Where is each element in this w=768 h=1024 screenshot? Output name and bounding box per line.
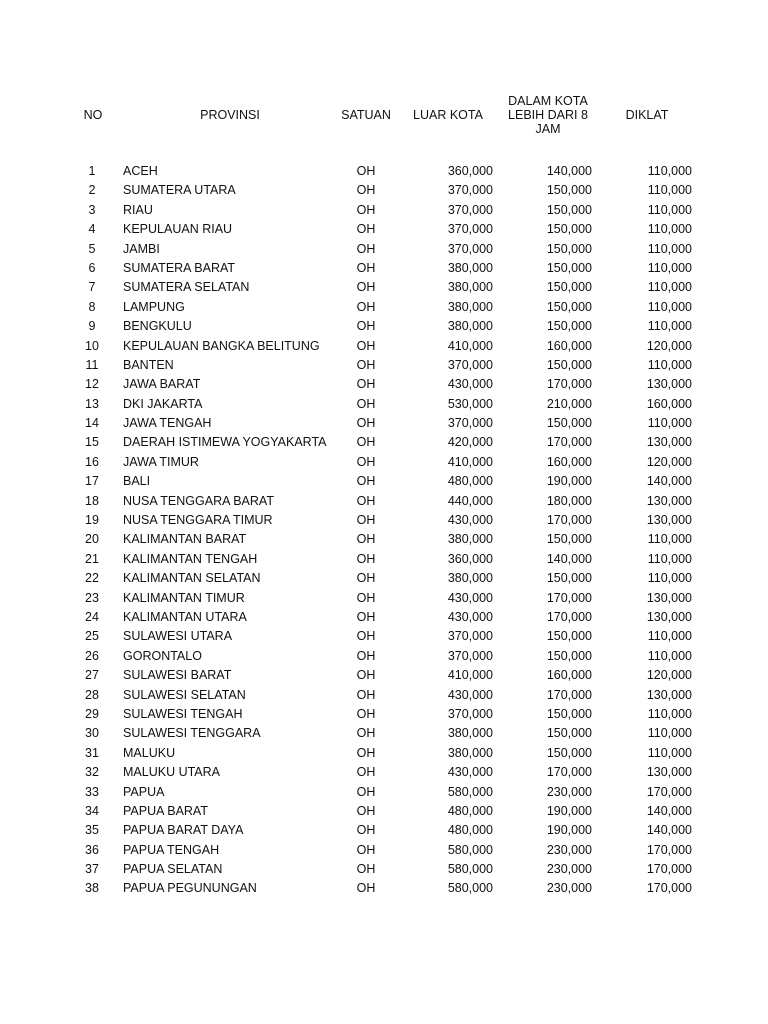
cell-diklat: 110,000 xyxy=(647,551,692,566)
cell-diklat: 130,000 xyxy=(646,493,692,508)
table-row xyxy=(0,530,768,549)
cell-no: 30 xyxy=(85,726,99,741)
cell-satuan: OH xyxy=(356,745,376,760)
cell-luar-kota: 370,000 xyxy=(447,648,493,663)
cell-dalam-kota: 150,000 xyxy=(546,745,592,760)
cell-provinsi: SULAWESI TENGAH xyxy=(123,706,243,721)
cell-provinsi: PAPUA PEGUNUNGAN xyxy=(123,881,257,896)
cell-dalam-kota: 170,000 xyxy=(546,590,592,605)
cell-provinsi: PAPUA BARAT xyxy=(123,803,208,818)
cell-satuan: OH xyxy=(356,202,376,217)
cell-no: 24 xyxy=(85,609,99,624)
table-row xyxy=(0,744,768,763)
table-row xyxy=(0,337,768,356)
header-provinsi xyxy=(180,92,280,138)
cell-no: 32 xyxy=(85,765,99,780)
cell-luar-kota: 420,000 xyxy=(447,435,493,450)
cell-provinsi: KALIMANTAN TIMUR xyxy=(123,590,245,605)
header-no-label: NO xyxy=(83,108,103,122)
cell-no: 23 xyxy=(85,590,99,605)
cell-satuan: OH xyxy=(356,590,376,605)
cell-provinsi: JAWA TENGAH xyxy=(123,416,212,431)
cell-diklat: 110,000 xyxy=(647,532,692,547)
cell-no: 7 xyxy=(88,280,96,295)
table-row xyxy=(0,240,768,259)
cell-dalam-kota: 150,000 xyxy=(546,648,592,663)
cell-no: 6 xyxy=(88,260,96,275)
table-row xyxy=(0,783,768,802)
cell-provinsi: BANTEN xyxy=(123,357,174,372)
cell-satuan: OH xyxy=(356,319,376,334)
cell-diklat: 130,000 xyxy=(646,765,692,780)
cell-luar-kota: 380,000 xyxy=(447,726,493,741)
cell-diklat: 110,000 xyxy=(647,280,692,295)
cell-luar-kota: 370,000 xyxy=(447,183,493,198)
cell-satuan: OH xyxy=(356,454,376,469)
cell-satuan: OH xyxy=(356,668,376,683)
cell-diklat: 110,000 xyxy=(647,571,692,586)
cell-dalam-kota: 150,000 xyxy=(546,202,592,217)
cell-dalam-kota: 150,000 xyxy=(546,299,592,314)
cell-satuan: OH xyxy=(356,513,376,528)
cell-dalam-kota: 170,000 xyxy=(546,609,592,624)
table-row xyxy=(0,278,768,297)
header-dalam-kota xyxy=(500,92,596,138)
cell-satuan: OH xyxy=(356,551,376,566)
cell-satuan: OH xyxy=(356,493,376,508)
cell-satuan: OH xyxy=(356,706,376,721)
cell-provinsi: SUMATERA UTARA xyxy=(123,183,236,198)
table-row xyxy=(0,201,768,220)
cell-luar-kota: 580,000 xyxy=(447,881,493,896)
table-row xyxy=(0,802,768,821)
cell-dalam-kota: 160,000 xyxy=(546,454,592,469)
cell-diklat: 110,000 xyxy=(647,726,692,741)
cell-luar-kota: 380,000 xyxy=(447,260,493,275)
cell-luar-kota: 370,000 xyxy=(447,241,493,256)
cell-satuan: OH xyxy=(356,687,376,702)
cell-diklat: 140,000 xyxy=(646,474,692,489)
cell-luar-kota: 440,000 xyxy=(447,493,493,508)
cell-dalam-kota: 230,000 xyxy=(546,862,592,877)
header-no xyxy=(78,92,108,138)
cell-diklat: 130,000 xyxy=(646,513,692,528)
cell-diklat: 170,000 xyxy=(646,881,692,896)
cell-dalam-kota: 150,000 xyxy=(546,222,592,237)
table-row xyxy=(0,879,768,898)
cell-provinsi: PAPUA SELATAN xyxy=(123,862,223,877)
cell-diklat: 110,000 xyxy=(647,222,692,237)
cell-satuan: OH xyxy=(356,571,376,586)
cell-dalam-kota: 150,000 xyxy=(546,241,592,256)
cell-satuan: OH xyxy=(356,648,376,663)
cell-luar-kota: 410,000 xyxy=(447,454,493,469)
table-body xyxy=(0,162,768,899)
cell-diklat: 170,000 xyxy=(646,862,692,877)
table-row xyxy=(0,181,768,200)
cell-dalam-kota: 160,000 xyxy=(546,668,592,683)
table-row xyxy=(0,356,768,375)
cell-no: 37 xyxy=(85,862,99,877)
cell-dalam-kota: 170,000 xyxy=(546,513,592,528)
cell-dalam-kota: 150,000 xyxy=(546,629,592,644)
cell-dalam-kota: 170,000 xyxy=(546,377,592,392)
table-row xyxy=(0,550,768,569)
cell-satuan: OH xyxy=(356,222,376,237)
table-row xyxy=(0,298,768,317)
cell-dalam-kota: 150,000 xyxy=(546,416,592,431)
cell-satuan: OH xyxy=(356,260,376,275)
cell-provinsi: KALIMANTAN UTARA xyxy=(123,609,247,624)
cell-no: 26 xyxy=(85,648,99,663)
cell-provinsi: NUSA TENGGARA BARAT xyxy=(123,493,274,508)
header-diklat xyxy=(612,92,682,138)
table-row xyxy=(0,608,768,627)
header-luar-kota xyxy=(408,92,488,138)
cell-diklat: 110,000 xyxy=(647,416,692,431)
cell-provinsi: SULAWESI BARAT xyxy=(123,668,232,683)
cell-satuan: OH xyxy=(356,164,376,178)
cell-satuan: OH xyxy=(356,862,376,877)
cell-satuan: OH xyxy=(356,609,376,624)
cell-satuan: OH xyxy=(356,241,376,256)
cell-luar-kota: 530,000 xyxy=(447,396,493,411)
cell-dalam-kota: 190,000 xyxy=(546,474,592,489)
cell-dalam-kota: 230,000 xyxy=(546,881,592,896)
cell-luar-kota: 380,000 xyxy=(447,319,493,334)
cell-luar-kota: 380,000 xyxy=(447,299,493,314)
cell-dalam-kota: 160,000 xyxy=(546,338,592,353)
cell-diklat: 110,000 xyxy=(647,164,692,178)
cell-no: 19 xyxy=(85,513,99,528)
cell-luar-kota: 360,000 xyxy=(447,164,493,178)
table-row xyxy=(0,472,768,491)
cell-diklat: 170,000 xyxy=(646,842,692,857)
cell-dalam-kota: 150,000 xyxy=(546,183,592,198)
cell-provinsi: PAPUA TENGAH xyxy=(123,842,220,857)
cell-dalam-kota: 150,000 xyxy=(546,357,592,372)
cell-diklat: 130,000 xyxy=(646,687,692,702)
cell-dalam-kota: 150,000 xyxy=(546,726,592,741)
cell-dalam-kota: 150,000 xyxy=(546,532,592,547)
cell-no: 36 xyxy=(85,842,99,857)
header-luar-kota-label: LUAR KOTA xyxy=(413,108,483,122)
table-row xyxy=(0,705,768,724)
cell-no: 22 xyxy=(85,571,99,586)
cell-satuan: OH xyxy=(356,357,376,372)
cell-no: 1 xyxy=(88,164,96,178)
cell-provinsi: SUMATERA BARAT xyxy=(123,260,236,275)
cell-provinsi: BENGKULU xyxy=(123,319,192,334)
cell-satuan: OH xyxy=(356,842,376,857)
cell-provinsi: ACEH xyxy=(123,164,158,178)
table-row xyxy=(0,492,768,511)
cell-luar-kota: 370,000 xyxy=(447,416,493,431)
cell-no: 17 xyxy=(85,474,99,489)
cell-satuan: OH xyxy=(356,532,376,547)
cell-provinsi: NUSA TENGGARA TIMUR xyxy=(123,513,273,528)
cell-diklat: 130,000 xyxy=(646,377,692,392)
cell-diklat: 120,000 xyxy=(646,338,692,353)
table-row xyxy=(0,259,768,278)
cell-provinsi: LAMPUNG xyxy=(123,299,185,314)
table-row xyxy=(0,220,768,239)
table-row xyxy=(0,569,768,588)
cell-dalam-kota: 150,000 xyxy=(546,319,592,334)
cell-dalam-kota: 210,000 xyxy=(546,396,592,411)
table-row xyxy=(0,627,768,646)
header-dalam-kota-line-1: DALAM KOTA xyxy=(508,94,588,108)
cell-satuan: OH xyxy=(356,784,376,799)
cell-diklat: 130,000 xyxy=(646,590,692,605)
cell-luar-kota: 430,000 xyxy=(447,609,493,624)
cell-luar-kota: 370,000 xyxy=(447,202,493,217)
cell-satuan: OH xyxy=(356,881,376,896)
cell-provinsi: SULAWESI UTARA xyxy=(123,629,233,644)
cell-provinsi: KEPULAUAN BANGKA BELITUNG xyxy=(123,338,320,353)
cell-no: 5 xyxy=(88,241,96,256)
cell-satuan: OH xyxy=(356,435,376,450)
cell-luar-kota: 580,000 xyxy=(447,842,493,857)
cell-diklat: 110,000 xyxy=(647,241,692,256)
cell-satuan: OH xyxy=(356,183,376,198)
cell-diklat: 140,000 xyxy=(646,823,692,838)
cell-diklat: 130,000 xyxy=(646,609,692,624)
table-row xyxy=(0,414,768,433)
cell-luar-kota: 370,000 xyxy=(447,629,493,644)
cell-luar-kota: 430,000 xyxy=(447,765,493,780)
cell-diklat: 120,000 xyxy=(646,454,692,469)
cell-diklat: 110,000 xyxy=(647,745,692,760)
table-row xyxy=(0,841,768,860)
cell-dalam-kota: 170,000 xyxy=(546,687,592,702)
cell-luar-kota: 580,000 xyxy=(447,862,493,877)
table-row xyxy=(0,763,768,782)
cell-luar-kota: 380,000 xyxy=(447,571,493,586)
cell-no: 21 xyxy=(85,551,99,566)
cell-luar-kota: 480,000 xyxy=(447,474,493,489)
cell-provinsi: JAMBI xyxy=(123,241,160,256)
cell-diklat: 130,000 xyxy=(646,435,692,450)
cell-no: 15 xyxy=(85,435,99,450)
cell-satuan: OH xyxy=(356,299,376,314)
cell-provinsi: JAWA BARAT xyxy=(123,377,201,392)
table-row xyxy=(0,453,768,472)
cell-dalam-kota: 180,000 xyxy=(546,493,592,508)
cell-no: 4 xyxy=(88,222,96,237)
cell-luar-kota: 410,000 xyxy=(447,338,493,353)
cell-satuan: OH xyxy=(356,377,376,392)
cell-diklat: 110,000 xyxy=(647,648,692,663)
cell-no: 10 xyxy=(85,338,99,353)
cell-dalam-kota: 190,000 xyxy=(546,823,592,838)
cell-no: 31 xyxy=(85,745,99,760)
header-dalam-kota-line-3: JAM xyxy=(535,122,561,136)
cell-dalam-kota: 170,000 xyxy=(546,765,592,780)
cell-satuan: OH xyxy=(356,726,376,741)
cell-provinsi: GORONTALO xyxy=(123,648,202,663)
cell-luar-kota: 430,000 xyxy=(447,590,493,605)
cell-diklat: 110,000 xyxy=(647,706,692,721)
cell-satuan: OH xyxy=(356,803,376,818)
cell-dalam-kota: 150,000 xyxy=(546,280,592,295)
cell-diklat: 140,000 xyxy=(646,803,692,818)
table-row xyxy=(0,686,768,705)
cell-provinsi: DKI JAKARTA xyxy=(123,396,203,411)
cell-no: 18 xyxy=(85,493,99,508)
cell-provinsi: JAWA TIMUR xyxy=(123,454,199,469)
cell-diklat: 110,000 xyxy=(647,183,692,198)
cell-luar-kota: 360,000 xyxy=(447,551,493,566)
table-row xyxy=(0,724,768,743)
cell-dalam-kota: 150,000 xyxy=(546,706,592,721)
cell-no: 34 xyxy=(85,803,99,818)
cell-diklat: 170,000 xyxy=(646,784,692,799)
cell-no: 3 xyxy=(88,202,96,217)
cell-provinsi: PAPUA xyxy=(123,784,165,799)
cell-provinsi: MALUKU UTARA xyxy=(123,765,221,780)
cell-luar-kota: 370,000 xyxy=(447,357,493,372)
header-provinsi-label: PROVINSI xyxy=(200,108,260,122)
cell-provinsi: KEPULAUAN RIAU xyxy=(123,222,233,237)
cell-no: 33 xyxy=(85,784,99,799)
cell-no: 12 xyxy=(85,377,99,392)
header-diklat-label: DIKLAT xyxy=(625,108,669,122)
cell-dalam-kota: 140,000 xyxy=(546,164,592,178)
cell-luar-kota: 430,000 xyxy=(447,377,493,392)
header-dalam-kota-line-2: LEBIH DARI 8 xyxy=(508,108,588,122)
table-row xyxy=(0,433,768,452)
table-row xyxy=(0,666,768,685)
cell-satuan: OH xyxy=(356,280,376,295)
cell-no: 11 xyxy=(85,357,99,372)
cell-dalam-kota: 190,000 xyxy=(546,803,592,818)
table-row xyxy=(0,647,768,666)
cell-luar-kota: 430,000 xyxy=(447,687,493,702)
cell-no: 9 xyxy=(88,319,96,334)
cell-satuan: OH xyxy=(356,416,376,431)
cell-dalam-kota: 150,000 xyxy=(546,571,592,586)
cell-no: 20 xyxy=(85,532,99,547)
table-row xyxy=(0,821,768,840)
cell-diklat: 110,000 xyxy=(647,260,692,275)
cell-no: 2 xyxy=(88,183,96,198)
table-row xyxy=(0,511,768,530)
cell-no: 38 xyxy=(85,881,99,896)
cell-satuan: OH xyxy=(356,474,376,489)
cell-luar-kota: 410,000 xyxy=(447,668,493,683)
cell-dalam-kota: 170,000 xyxy=(546,435,592,450)
cell-provinsi: RIAU xyxy=(123,202,153,217)
cell-dalam-kota: 230,000 xyxy=(546,842,592,857)
cell-luar-kota: 370,000 xyxy=(447,706,493,721)
cell-satuan: OH xyxy=(356,629,376,644)
table-row xyxy=(0,589,768,608)
cell-dalam-kota: 150,000 xyxy=(546,260,592,275)
cell-diklat: 110,000 xyxy=(647,629,692,644)
cell-no: 27 xyxy=(85,668,99,683)
table-row xyxy=(0,162,768,181)
cell-no: 16 xyxy=(85,454,99,469)
cell-provinsi: KALIMANTAN TENGAH xyxy=(123,551,258,566)
cell-no: 8 xyxy=(88,299,96,314)
cell-dalam-kota: 140,000 xyxy=(546,551,592,566)
header-satuan xyxy=(335,92,397,138)
cell-luar-kota: 580,000 xyxy=(447,784,493,799)
cell-luar-kota: 380,000 xyxy=(447,532,493,547)
cell-satuan: OH xyxy=(356,396,376,411)
cell-luar-kota: 380,000 xyxy=(447,745,493,760)
header-satuan-label: SATUAN xyxy=(341,108,391,122)
cell-provinsi: SULAWESI SELATAN xyxy=(123,687,246,702)
cell-provinsi: DAERAH ISTIMEWA YOGYAKARTA xyxy=(123,435,327,450)
cell-provinsi: PAPUA BARAT DAYA xyxy=(123,823,244,838)
table-row xyxy=(0,375,768,394)
cell-no: 35 xyxy=(85,823,99,838)
cell-luar-kota: 430,000 xyxy=(447,513,493,528)
table-row xyxy=(0,395,768,414)
cell-diklat: 110,000 xyxy=(647,202,692,217)
cell-luar-kota: 370,000 xyxy=(447,222,493,237)
cell-satuan: OH xyxy=(356,765,376,780)
cell-provinsi: SUMATERA SELATAN xyxy=(123,280,250,295)
cell-luar-kota: 480,000 xyxy=(447,823,493,838)
cell-no: 28 xyxy=(85,687,99,702)
cell-provinsi: MALUKU xyxy=(123,745,176,760)
cell-diklat: 110,000 xyxy=(647,299,692,314)
cell-luar-kota: 480,000 xyxy=(447,803,493,818)
cell-no: 14 xyxy=(85,416,99,431)
cell-no: 13 xyxy=(85,396,99,411)
table-row xyxy=(0,317,768,336)
table-row xyxy=(0,860,768,879)
cell-provinsi: KALIMANTAN SELATAN xyxy=(123,571,261,586)
cell-provinsi: KALIMANTAN BARAT xyxy=(123,532,247,547)
cell-provinsi: SULAWESI TENGGARA xyxy=(123,726,261,741)
cell-satuan: OH xyxy=(356,338,376,353)
cell-dalam-kota: 230,000 xyxy=(546,784,592,799)
cell-satuan: OH xyxy=(356,823,376,838)
cell-no: 29 xyxy=(85,706,99,721)
cell-diklat: 110,000 xyxy=(647,319,692,334)
cell-provinsi: BALI xyxy=(123,474,151,489)
cell-diklat: 160,000 xyxy=(646,396,692,411)
cell-no: 25 xyxy=(85,629,99,644)
cell-diklat: 110,000 xyxy=(647,357,692,372)
cell-luar-kota: 380,000 xyxy=(447,280,493,295)
cell-diklat: 120,000 xyxy=(646,668,692,683)
